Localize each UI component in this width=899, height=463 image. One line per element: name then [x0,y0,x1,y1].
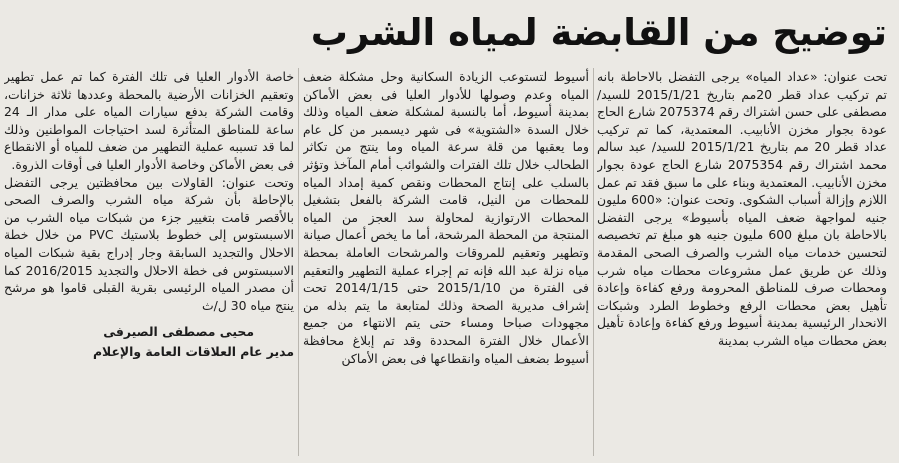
column-divider [298,68,299,456]
column-2-text: أسيوط لتستوعب الزيادة السكانية وحل مشكلة ضعف المياه وعدم وصولها للأدوار العليا فى بعض الأماكن بمدينة أسيوط، أما بالنسبة لمشكلة ضعف المياه وذلك خلال السدة «الشتوية» فى شهر ديسمبر من كل عام وما يعقبها من قلة سرعة المياه وما ينتج من تكاثر الطحالب خلال تلك الفترات والشوائب أمام المآخذ وتؤثر بالسلب على إنتاج المحطات ونقص كمية إمداد المياه للمحطات من النيل، قامت الشركة بالفعل بتشغيل المحطات الارتوازية لمحاولة سد العجز من المياه المنتجة من المحطة المرشحة، أما ما يخص أعمال صيانة وتطهير وتعقيم للمروقات والمرشحات العاملة بمحطة مياه نزلة عبد الله فإنه تم إجراء عملية التطهير والتعقيم فى الفترة من 2015/1/10 حتى 2014/1/15 تحت إشراف مديرية الصحة وذلك لمتابعة ما يتم بذله من مجهودات صباحا ومساء حتى يتم الانتهاء من جميع الأعمال خلال الفترة المحددة وقد تم إبلاغ محافظة أسيوط بضعف المياه وانقطاعها فى بعض الأماكن [303,69,589,366]
article-column-1 [597,68,887,460]
signature-title: مدير عام العلاقات العامة والإعلام [92,344,294,360]
column-3-paragraph-2: وتحت عنوان: القاولات بين محافظتين يرجى التفضل بالإحاطة بأن شركة مياه الشرب والصرف الصحى بالأقصر قامت بتغيير جزء من شبكات مياه الشرب من الاسبستوس إلى خطوط بلاستيك PVC من خلال خطة الاحلال والتجديد السابقة وجار إدراج بقية شبكات المياه الاسبستوس فى خطة الاحلال والتجديد 2016/2015 كما أن مصدر المياه الرئيسى بقرية القبلى قاموا هو مرشح ينتج مياه 30 ل/ث [4,174,294,313]
signature-name: محيى مصطفى الصيرفى [103,324,254,340]
article-column-3 [4,68,294,460]
article-column-2 [303,68,589,460]
column-1-text: تحت عنوان: «عداد المياه» يرجى التفضل بالاحاطة بانه تم تركيب عداد قطر 20مم بتاريخ 2015/1/21 للسيد/ مصطفى على حسن اشتراك رقم 2075374 شارع الحاج عودة بجوار مخزن الأنابيب. المعتمدية، كما تم تركيب عداد قطر 20 مم بتاريخ 2015/1/21 للسيد/ عبد سالم محمد اشتراك رقم 2075354 شارع الحاج عودة بجوار مخزن الأنابيب. المعتمدية وبناء على ما سبق فقد تم عمل اللازم وإزالة أسباب الشكوى. وتحت عنوان: «600 مليون جنيه لمواجهة ضعف المياه بأسيوط» يرجى التفضل بالاحاطة بان مبلغ 600 مليون جنيه هو مبلغ تم تخصيصه لتحسين خدمات مياه الشرب والصرف الصحى المقدمة وذلك عن طريق عمل مشروعات محطات مياه شرب ومحطات صرف للمناطق المحرومة ورفع كفاءة وإعادة تأهيل بعض محطات الرفع وخطوط الطرد وشبكات الانحدار الرئيسية بمدينة أسيوط ورفع كفاءة وإعادة تأهيل بعض محطات مياه الشرب بمدينة [597,69,887,348]
column-3-paragraph-1: خاصة الأدوار العليا فى تلك الفترة كما تم عمل تطهير وتعقيم الخزانات الأرضية بالمحطة وعددها ثلاثة خزانات، وقامت الشركة بدفع سيارات المياه على مدار الـ 24 ساعة للمناطق المتأثرة لسد احتياجات المواطنين وذلك لما قد تسببه عملية التطهير من ضعف للمياه أو الانقطاع فى بعض الأماكن وخاصة الأدوار العليا فى أوقات الذروة. [4,69,294,172]
column-divider [593,68,594,456]
article-headline: توضيح من القابضة لمياه الشرب [310,11,887,54]
